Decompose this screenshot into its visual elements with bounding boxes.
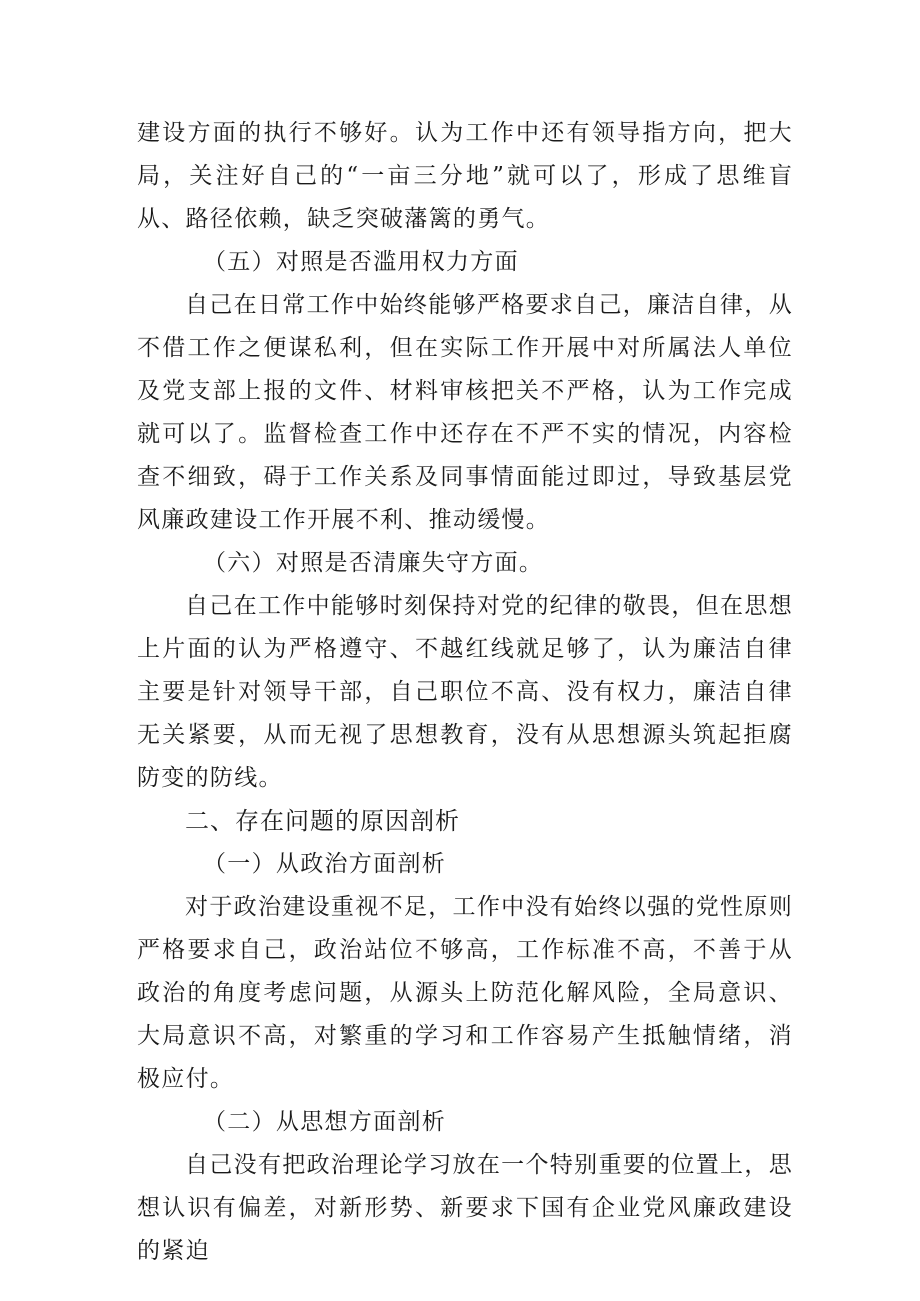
document-body (137, 112, 793, 1273)
section-heading-cause-analysis: 二、存在问题的原因剖析 (185, 807, 460, 835)
subheading-integrity: （六）对照是否清廉失守方面。 (203, 550, 544, 576)
paragraph-ideological: 自己没有把政治理论学习放在一个特别重要的位置上，思想认识有偏差，对新形势、新要求下国有企业党风廉政建设的紧迫 (137, 1152, 793, 1264)
paragraph-abuse-of-power: 自己在日常工作中始终能够严格要求自己，廉洁自律，从不借工作之便谋私利，但在实际工作开展中对所属法人单位及党支部上报的文件、材料审核把关不严格，认为工作完成就可以了。监督检查工作中还存在不严不实的情况，内容检查不细致，碍于工作关系及同事情面能过即过，导致基层党风廉政建设工作开展不利、推动缓慢。 (137, 292, 793, 533)
paragraph-political: 对于政治建设重视不足，工作中没有始终以强的党性原则严格要求自己，政治站位不够高，工作标准不高，不善于从政治的角度考虑问题，从源头上防范化解风险，全局意识、大局意识不高，对繁重的学习和工作容易产生抵触情绪，消极应付。 (137, 894, 793, 1092)
subheading-ideological: （二）从思想方面剖析 (203, 1109, 446, 1135)
subheading-abuse-of-power: （五）对照是否滥用权力方面 (203, 249, 519, 275)
paragraph-integrity: 自己在工作中能够时刻保持对党的纪律的敬畏，但在思想上片面的认为严格遵守、不越红线就足够了，认为廉洁自律主要是针对领导干部，自己职位不高、没有权力，廉洁自律无关紧要，从而无视了思想教育，没有从思想源头筑起拒腐防变的防线。 (137, 593, 793, 791)
paragraph-continued: 建设方面的执行不够好。认为工作中还有领导指方向，把大局，关注好自己的“一亩三分地”就可以了，形成了思维盲从、路径依赖，缺乏突破藩篱的勇气。 (137, 120, 793, 232)
subheading-political: （一）从政治方面剖析 (203, 851, 446, 877)
